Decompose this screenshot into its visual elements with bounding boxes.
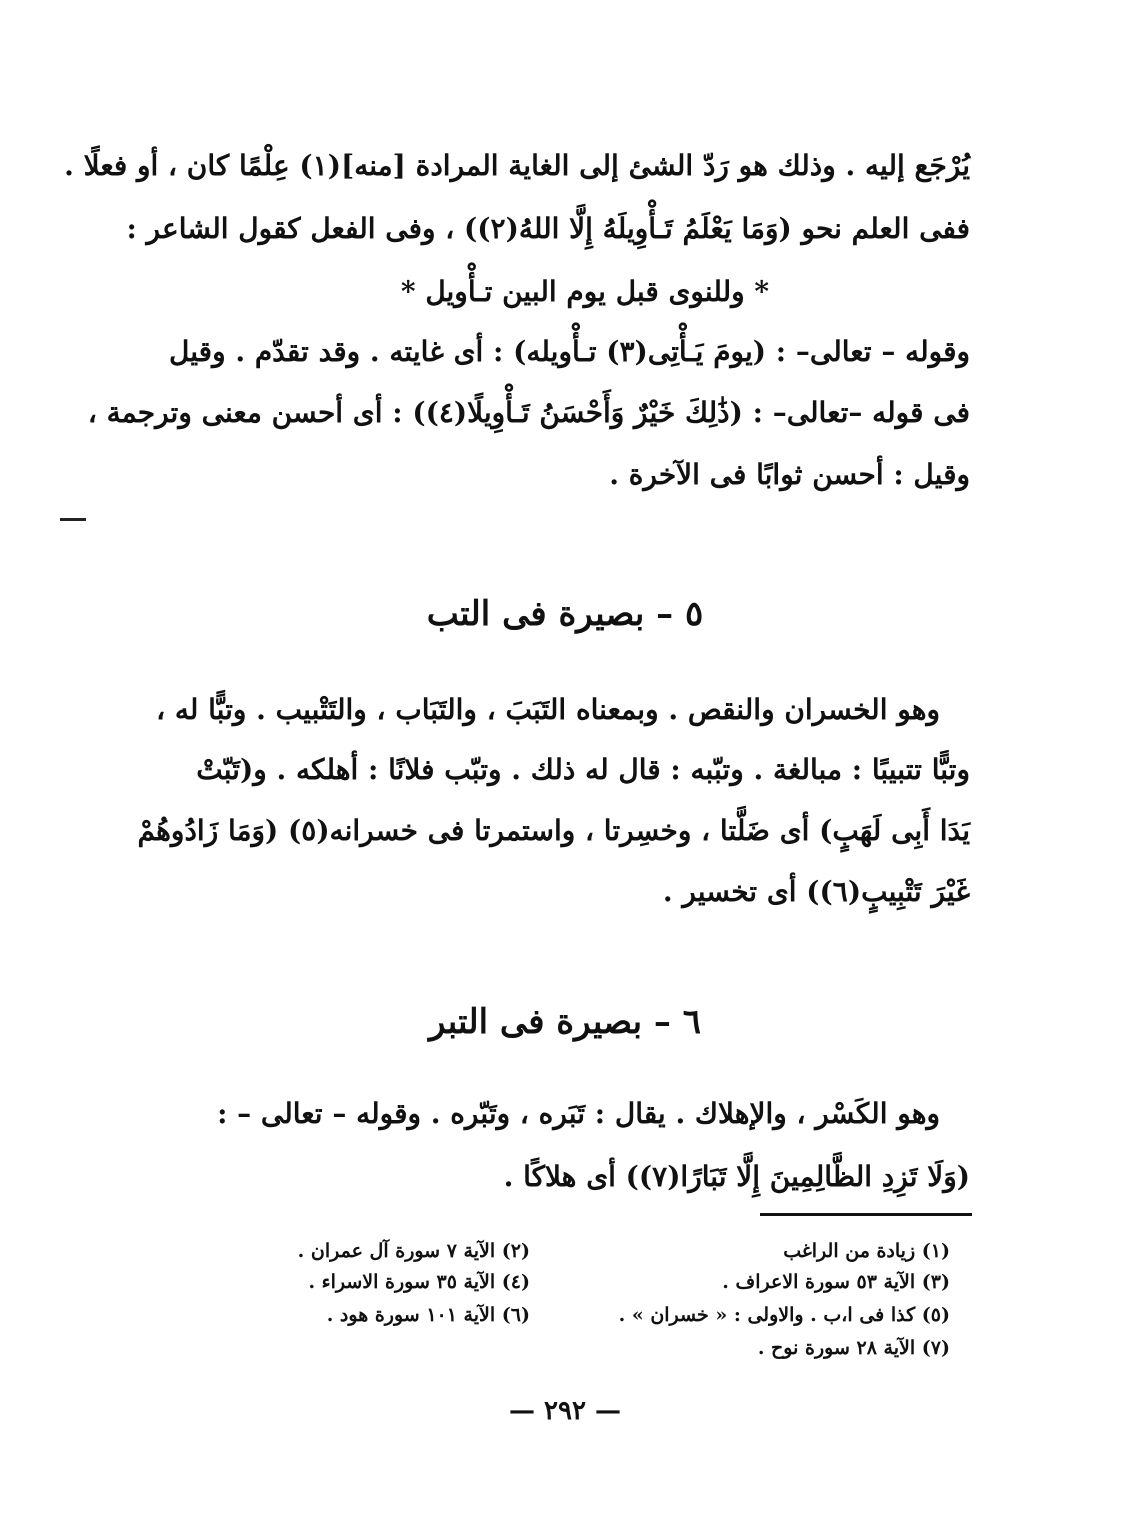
section-heading-5: ٥ – بصيرة فى التب (426, 594, 704, 634)
footnote-text: الآية ٣٥ سورة الاسراء . (308, 1271, 496, 1293)
footnote-text: زيادة من الراغب (783, 1240, 916, 1262)
page-number: — ٢٩٢ — (508, 1396, 622, 1426)
body-line: وتبًّا تتبيبًا : مبالغة . وتبّبه : قال له ذلك . وتبّب فلانًا : أهلكه . و(تَبّتْ (196, 753, 970, 786)
body-line: وقيل : أحسن ثوابًا فى الآخرة . (609, 458, 970, 491)
footnote-number: (٥) (921, 1304, 950, 1326)
footnote-text: الآية ٢٨ سورة نوح . (757, 1337, 916, 1359)
body-line: يُرْجَع إليه . وذلك هو رَدّ الشئ إلى الغاية المرادة [منه](١) عِلْمًا كان ، أو فعلًا . (64, 149, 970, 182)
scan-mark (60, 518, 86, 521)
body-line: وقوله – تعالى– : (يومَ يَـأْتِى(٣) تـأْويله) : أى غايته . وقد تقدّم . وقيل (169, 335, 970, 368)
footnote-6 (327, 1301, 530, 1329)
body-line: وهو الكَسْر ، والإهلاك . يقال : تَبَره ، وتَبّره . وقوله – تعالى – : (217, 1097, 940, 1130)
footnote-3 (722, 1268, 950, 1296)
body-line: غَيْرَ تَتْبِيبٍ(٦)) أى تخسير . (662, 875, 970, 908)
section-heading-6: ٦ – بصيرة فى التبر (428, 1002, 702, 1042)
footnote-text: الآية ٧ سورة آل عمران . (297, 1240, 496, 1262)
footnote-number: (٣) (921, 1271, 950, 1293)
footnote-5 (619, 1301, 950, 1329)
footnote-text: الآية ١٠١ سورة هود . (326, 1304, 496, 1326)
poetry-verse: * وللنوى قبل يوم البين تـأْويل * (400, 275, 770, 308)
body-line: فى قوله –تعالى– : (ذَٰلِكَ خَيْرٌ وَأَحْسَنُ تَـأْوِيلًا(٤)) : أى أحسن معنى وترجمة ، (87, 396, 970, 429)
body-line: ففى العلم نحو (وَمَا يَعْلَمُ تَـأْوِيلَهُ إِلَّا اللهُ(٢)) ، وفى الفعل كقول الشاعر : (126, 212, 970, 245)
footnote-text: كذا فى ا،ب . والاولى : « خسران » . (618, 1304, 916, 1326)
body-line: (وَلَا تَزِدِ الظَّالِمِينَ إِلَّا تَبَارًا(٧)) أى هلاكًا . (503, 1160, 970, 1193)
footnote-text: الآية ٥٣ سورة الاعراف . (722, 1271, 916, 1293)
footnote-number: (٧) (921, 1337, 950, 1359)
footnote-4 (308, 1268, 530, 1296)
footnote-2 (298, 1237, 530, 1265)
footnote-number: (٢) (501, 1240, 530, 1262)
footnote-rule (760, 1213, 972, 1216)
footnote-number: (٦) (501, 1304, 530, 1326)
footnote-7 (758, 1334, 950, 1362)
footnote-1 (783, 1237, 950, 1265)
footnote-number: (١) (921, 1240, 950, 1262)
body-line: يَدَا أَبِى لَهَبٍ) أى ضَلَّتا ، وخسِرتا ، واستمرتا فى خسرانه(٥) (وَمَا زَادُوهُمْ (137, 814, 970, 847)
footnote-number: (٤) (501, 1271, 530, 1293)
body-line: وهو الخسران والنقص . وبمعناه التَبَبَ ، والتَبَاب ، والتَتْبيب . وتبًّا له ، (156, 693, 940, 726)
